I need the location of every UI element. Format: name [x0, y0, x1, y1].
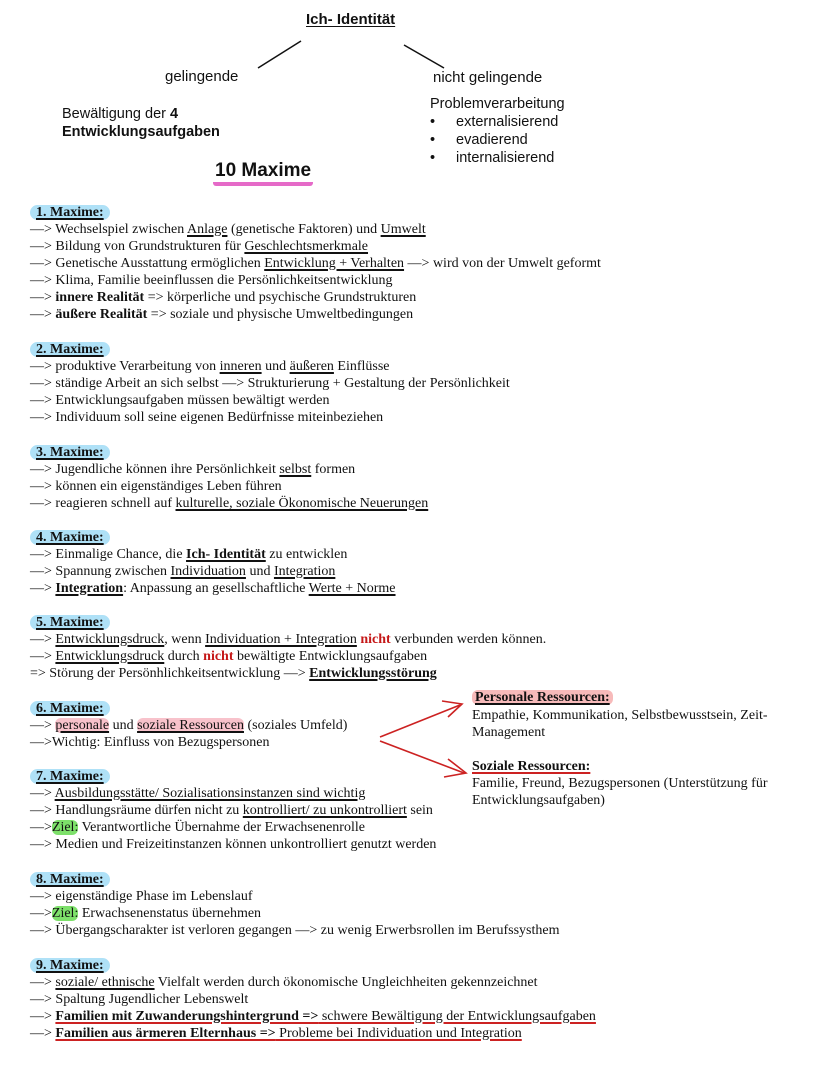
maxime-9-line-1: —> soziale/ ethnische Vielfalt werden durch ökonomische Ungleichheiten gekennzeichnet	[30, 975, 538, 990]
personal-resources-text-1: Empathie, Kommunikation, Selbstbewusstsein, Zeit-	[472, 708, 768, 723]
maxime-8-heading: 8. Maxime:	[30, 871, 110, 888]
maxime-title: 10 Maxime	[213, 160, 313, 186]
maxime-5-line-1: —> Entwicklungsdruck, wenn Individuation + Integration nicht verbunden werden können.	[30, 632, 547, 647]
problem-heading: Problemverarbeitung	[430, 96, 565, 112]
branch-lines	[0, 0, 828, 120]
maxime-5-line-3: => Störung der Persönhlichkeitsentwicklung —> Entwicklungsstörung	[30, 666, 437, 681]
bullet-item	[430, 131, 565, 149]
branch-right-line	[404, 45, 444, 68]
left-text-1: Bewältigung der	[62, 106, 171, 122]
bullet-text: internalisierend	[456, 150, 555, 166]
maxime-5-line-2: —> Entwicklungsdruck durch nicht bewältigte Entwicklungsaufgaben	[30, 649, 428, 664]
maxime-3-heading: 3. Maxime:	[30, 444, 110, 461]
right-branch-text	[430, 95, 565, 167]
maxime-1-line-4: —> Klima, Familie beeinflussen die Persönlichkeitsentwicklung	[30, 273, 393, 288]
left-branch-text	[62, 105, 220, 141]
bullet-glyph: •	[430, 114, 436, 130]
maxime-3-line-1: —> Jugendliche können ihre Persönlichkeit selbst formen	[30, 462, 356, 477]
maxime-4-heading: 4. Maxime:	[30, 529, 110, 546]
bullet-text: externalisierend	[456, 114, 559, 130]
maxime-1-line-1: —> Wechselspiel zwischen Anlage (genetische Faktoren) und Umwelt	[30, 222, 426, 237]
personal-resources-heading: Personale Ressourcen:	[472, 689, 613, 706]
maxime-1-line-2: —> Bildung von Grundstrukturen für Geschlechtsmerkmale	[30, 239, 369, 254]
maxime-9-line-4: —> Familien aus ärmeren Elternhaus => Probleme bei Individuation und Integration	[30, 1026, 522, 1041]
social-resources-text-1: Familie, Freund, Bezugspersonen (Unterstützung für	[472, 776, 768, 791]
maxime-3-line-2: —> können ein eigenständiges Leben führen	[30, 479, 282, 494]
bullet-text: evadierend	[456, 132, 528, 148]
maxime-2-heading: 2. Maxime:	[30, 341, 110, 358]
maxime-2-line-2: —> ständige Arbeit an sich selbst —> Strukturierung + Gestaltung der Persönlichkeit	[30, 376, 510, 391]
maxime-7-line-3: —>Ziel: Verantwortliche Übernahme der Erwachsenenrolle	[30, 820, 365, 835]
left-text-number: 4	[170, 106, 179, 122]
maxime-7-heading: 7. Maxime:	[30, 768, 110, 785]
left-text-2: Entwicklungsaufgaben	[62, 124, 220, 140]
maxime-2-line-3: —> Entwicklungsaufgaben müssen bewältigt werden	[30, 393, 330, 408]
bullet-glyph: •	[430, 132, 436, 148]
personal-resources-text-2: Management	[472, 725, 546, 740]
maxime-4-line-1: —> Einmalige Chance, die Ich- Identität zu entwicklen	[30, 547, 348, 562]
nicht-gelingende-label: nicht gelingende	[433, 69, 543, 86]
gelingende-label: gelingende	[165, 68, 239, 85]
maxime-7-line-4: —> Medien und Freizeitinstanzen können unkontrolliert genutzt werden	[30, 837, 437, 852]
arrow-to-social-icon	[380, 741, 464, 773]
maxime-2-line-4: —> Individuum soll seine eigenen Bedürfnisse miteinbeziehen	[30, 410, 384, 425]
bullet-item	[430, 149, 565, 167]
maxime-6-line-2: —>Wichtig: Einfluss von Bezugspersonen	[30, 735, 270, 750]
maxime-1-line-3: —> Genetische Ausstattung ermöglichen Entwicklung + Verhalten —> wird von der Umwelt geformt	[30, 256, 601, 271]
maxime-5-heading: 5. Maxime:	[30, 614, 110, 631]
maxime-8-line-3: —> Übergangscharakter ist verloren gegangen —> zu wenig Erwerbsrollen im Berufssysthem	[30, 923, 560, 938]
maxime-1-heading: 1. Maxime:	[30, 204, 110, 221]
bullet-glyph: •	[430, 150, 436, 166]
bullet-item	[430, 113, 565, 131]
arrow-to-personal-icon	[380, 705, 460, 737]
maxime-1-line-5: —> innere Realität => körperliche und psychische Grundstrukturen	[30, 290, 417, 305]
maxime-2-line-1: —> produktive Verarbeitung von inneren und äußeren Einflüsse	[30, 359, 390, 374]
maxime-9-line-3: —> Familien mit Zuwanderungshintergrund => schwere Bewältigung der Entwicklungsaufgaben	[30, 1009, 596, 1024]
maxime-4-line-2: —> Spannung zwischen Individuation und Integration	[30, 564, 336, 579]
maxime-9-line-2: —> Spaltung Jugendlicher Lebenswelt	[30, 992, 249, 1007]
maxime-4-line-3: —> Integration: Anpassung an gesellschaftliche Werte + Norme	[30, 581, 396, 596]
social-resources-heading: Soziale Ressourcen:	[472, 759, 591, 774]
maxime-3-line-3: —> reagieren schnell auf kulturelle, soziale Ökonomische Neuerungen	[30, 496, 429, 511]
maxime-9-heading: 9. Maxime:	[30, 957, 110, 974]
maxime-1-line-6: —> äußere Realität => soziale und physische Umweltbedingungen	[30, 307, 414, 322]
maxime-8-line-2: —>Ziel: Erwachsenenstatus übernehmen	[30, 906, 262, 921]
maxime-8-line-1: —> eigenständige Phase im Lebenslauf	[30, 889, 253, 904]
maxime-7-line-2: —> Handlungsräume dürfen nicht zu kontrolliert/ zu unkontrolliert sein	[30, 803, 433, 818]
maxime-6-heading: 6. Maxime:	[30, 700, 110, 717]
identity-title: Ich- Identität	[306, 11, 396, 28]
social-resources-text-2: Entwicklungsaufgaben)	[472, 793, 605, 808]
resource-arrows	[370, 695, 480, 785]
branch-left-line	[258, 41, 301, 68]
maxime-6-line-1: —> personale und soziale Ressourcen (soziales Umfeld)	[30, 718, 348, 733]
maxime-7-line-1: —> Ausbildungsstätte/ Sozialisationsinstanzen sind wichtig	[30, 786, 366, 801]
